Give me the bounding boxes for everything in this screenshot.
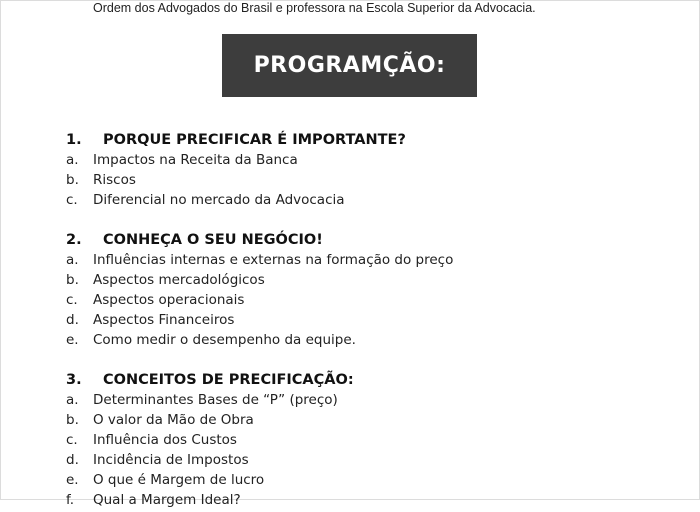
item-text: Impactos na Receita da Banca bbox=[93, 152, 298, 168]
list-item bbox=[66, 452, 666, 472]
item-text: Diferencial no mercado da Advocacia bbox=[93, 192, 345, 208]
item-text: Influência dos Custos bbox=[93, 432, 237, 448]
list-item bbox=[66, 272, 666, 292]
list-item bbox=[66, 152, 666, 172]
list-item bbox=[66, 192, 666, 212]
item-letter: b. bbox=[66, 272, 79, 288]
item-text: Aspectos mercadológicos bbox=[93, 272, 265, 288]
list-item bbox=[66, 392, 666, 412]
intro-text: Ordem dos Advogados do Brasil e professora na Escola Superior da Advocacia. bbox=[93, 1, 536, 15]
list-item bbox=[66, 492, 666, 512]
item-letter: b. bbox=[66, 172, 79, 188]
section-title: CONHEÇA O SEU NEGÓCIO! bbox=[103, 232, 323, 248]
item-text: Incidência de Impostos bbox=[93, 452, 249, 468]
list-item bbox=[66, 332, 666, 352]
item-text: O que é Margem de lucro bbox=[93, 472, 265, 488]
item-letter: d. bbox=[66, 452, 79, 468]
item-text: Qual a Margem Ideal? bbox=[93, 492, 241, 508]
item-letter: b. bbox=[66, 412, 79, 428]
item-letter: e. bbox=[66, 332, 79, 348]
item-letter: e. bbox=[66, 472, 79, 488]
section-heading bbox=[66, 132, 666, 152]
section-number: 1. bbox=[66, 132, 82, 148]
section-heading bbox=[66, 232, 666, 252]
item-text: Como medir o desempenho da equipe. bbox=[93, 332, 356, 348]
section-title: PORQUE PRECIFICAR É IMPORTANTE? bbox=[103, 132, 406, 148]
item-text: Aspectos operacionais bbox=[93, 292, 245, 308]
banner-title: PROGRAMÇÃO: bbox=[253, 53, 446, 78]
list-item bbox=[66, 172, 666, 192]
section-title: CONCEITOS DE PRECIFICAÇÃO: bbox=[103, 372, 354, 388]
list-item bbox=[66, 432, 666, 452]
item-letter: a. bbox=[66, 252, 79, 268]
item-letter: f. bbox=[66, 492, 75, 508]
list-item bbox=[66, 312, 666, 332]
item-letter: c. bbox=[66, 432, 78, 448]
item-letter: c. bbox=[66, 292, 78, 308]
item-list bbox=[66, 392, 666, 512]
section-3 bbox=[66, 372, 666, 512]
program-banner bbox=[222, 34, 477, 97]
section-heading bbox=[66, 372, 666, 392]
list-item bbox=[66, 472, 666, 492]
section-number: 3. bbox=[66, 372, 82, 388]
list-item bbox=[66, 252, 666, 272]
item-text: Riscos bbox=[93, 172, 136, 188]
item-letter: a. bbox=[66, 152, 79, 168]
section-2 bbox=[66, 232, 666, 352]
section-number: 2. bbox=[66, 232, 82, 248]
item-letter: c. bbox=[66, 192, 78, 208]
item-text: Influências internas e externas na formação do preço bbox=[93, 252, 454, 268]
item-text: O valor da Mão de Obra bbox=[93, 412, 254, 428]
item-letter: a. bbox=[66, 392, 79, 408]
list-item bbox=[66, 412, 666, 432]
item-letter: d. bbox=[66, 312, 79, 328]
item-list bbox=[66, 152, 666, 212]
list-item bbox=[66, 292, 666, 312]
item-list bbox=[66, 252, 666, 352]
item-text: Determinantes Bases de “P” (preço) bbox=[93, 392, 338, 408]
section-1 bbox=[66, 132, 666, 212]
item-text: Aspectos Financeiros bbox=[93, 312, 235, 328]
